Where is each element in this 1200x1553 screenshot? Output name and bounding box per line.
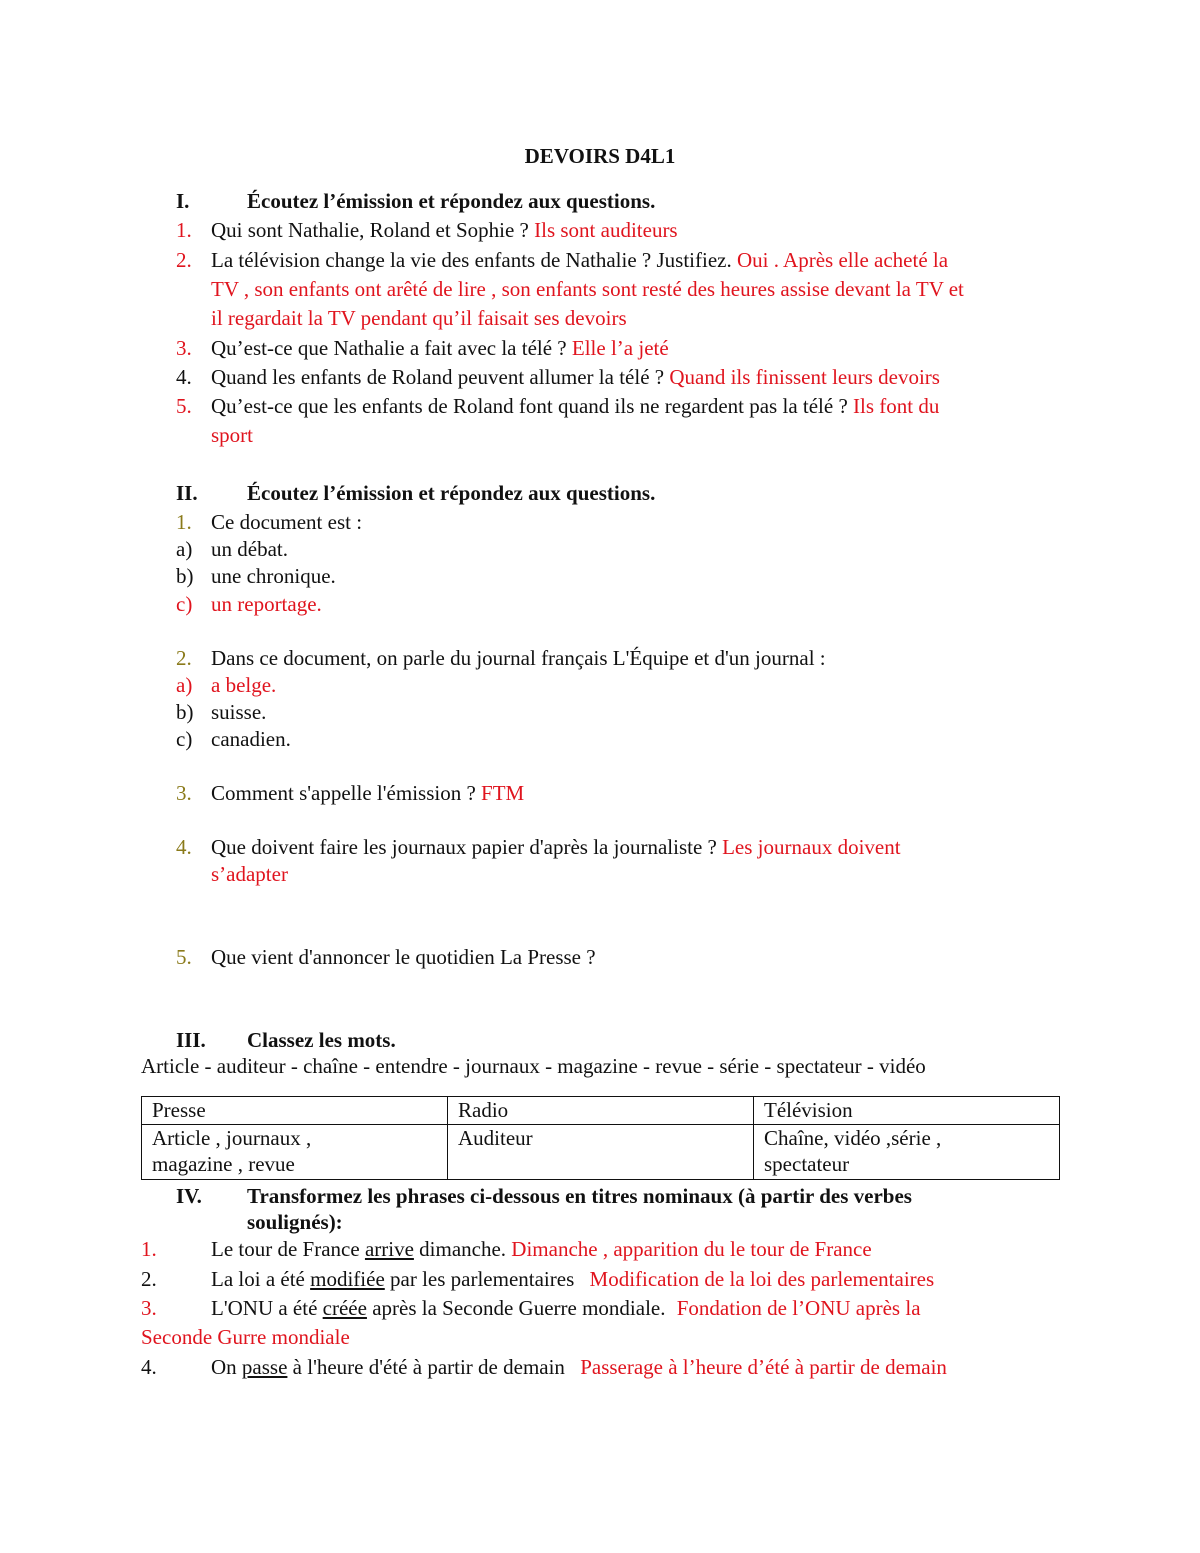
s1-q2 <box>211 246 948 275</box>
sentence-end: après la Seconde Guerre mondiale. <box>366 1296 666 1320</box>
answer-text: Dimanche , apparition du le tour de France <box>511 1237 872 1261</box>
s2-q2-number: 2. <box>176 646 192 670</box>
underlined-verb: modifiée <box>310 1267 385 1291</box>
sentence-start: La loi a été <box>211 1267 311 1291</box>
question-text: Qu’est-ce que Nathalie a fait avec la télé ? <box>211 336 567 360</box>
underlined-verb: passe <box>241 1355 288 1379</box>
s2-q1-option-c: un reportage. <box>211 592 322 616</box>
s4-item-4-number: 4. <box>141 1355 157 1379</box>
s1-q4 <box>211 363 940 392</box>
table-header-row <box>142 1097 1060 1125</box>
sentence-start: L'ONU a été <box>211 1296 323 1320</box>
s2-q2-option-a: a belge. <box>211 673 277 697</box>
cell-presse <box>142 1125 448 1180</box>
s2-q3-number: 3. <box>176 781 192 805</box>
s4-item-4 <box>211 1353 947 1382</box>
s2-q5-number: 5. <box>176 945 192 969</box>
section-1-numeral: I. <box>176 189 190 213</box>
answer-text: Oui . Après elle acheté la <box>736 248 949 272</box>
s2-q2-question: Dans ce document, on parle du journal français L'Équipe et d'un journal : <box>211 646 826 670</box>
cell-line: Chaîne, vidéo ,série , <box>764 1126 942 1150</box>
s2-q1-option-b: une chronique. <box>211 564 336 588</box>
question-text: Comment s'appelle l'émission ? <box>211 781 476 805</box>
s2-q2-option-c-letter: c) <box>176 727 193 751</box>
s4-item-1 <box>211 1235 872 1264</box>
s1-q5 <box>211 392 939 421</box>
answer-text: Passerage à l’heure d’été à partir de demain <box>580 1355 947 1379</box>
s2-q1-option-a-letter: a) <box>176 537 193 561</box>
s1-q3-number: 3. <box>176 336 192 360</box>
section-3-heading: Classez les mots. <box>247 1028 396 1052</box>
s2-q4-number: 4. <box>176 835 192 859</box>
document-title: DEVOIRS D4L1 <box>524 144 676 168</box>
s2-q1-option-c-letter: c) <box>176 592 193 616</box>
s2-q2-option-a-letter: a) <box>176 673 193 697</box>
section-2-numeral: II. <box>176 481 198 505</box>
answer-text: Modification de la loi des parlementaires <box>589 1267 935 1291</box>
question-text: Qu’est-ce que les enfants de Roland font quand ils ne regardent pas la télé ? <box>211 394 848 418</box>
sentence-start: Le tour de France <box>211 1237 365 1261</box>
question-text: Que doivent faire les journaux papier d'après la journaliste ? <box>211 835 717 859</box>
sentence-start: On <box>211 1355 242 1379</box>
answer-text: FTM <box>481 781 525 805</box>
word-list: Article - auditeur - chaîne - entendre - journaux - magazine - revue - série - spectateur - vidéo <box>141 1054 926 1078</box>
s2-q5-question: Que vient d'annoncer le quotidien La Presse ? <box>211 945 596 969</box>
s2-q4-answer-line-2: s’adapter <box>211 862 288 886</box>
section-3-numeral: III. <box>176 1028 206 1052</box>
cell-television <box>754 1125 1060 1180</box>
section-1-heading: Écoutez l’émission et répondez aux questions. <box>247 189 656 213</box>
cell-radio <box>448 1125 754 1180</box>
cell-line: magazine , revue <box>152 1152 295 1176</box>
cell-line: spectateur <box>764 1152 850 1176</box>
answer-text: Ils font du <box>853 394 940 418</box>
sentence-end: à l'heure d'été à partir de demain <box>287 1355 565 1379</box>
section-4-heading-line-1: Transformez les phrases ci-dessous en titres nominaux (à partir des verbes <box>247 1184 912 1208</box>
cell-line: Article , journaux , <box>152 1126 312 1150</box>
s1-q5-number: 5. <box>176 394 192 418</box>
s4-item-3-answer-line-2: Seconde Gurre mondiale <box>141 1325 350 1349</box>
s1-q4-number: 4. <box>176 365 192 389</box>
s1-q5-answer-line-2: sport <box>211 423 253 447</box>
header-presse: Presse <box>142 1097 448 1125</box>
section-4-heading-line-2: soulignés): <box>247 1210 343 1234</box>
answer-text: Quand ils finissent leurs devoirs <box>669 365 940 389</box>
s1-q3 <box>211 334 669 363</box>
sentence-end: dimanche. <box>413 1237 507 1261</box>
s4-item-2 <box>211 1265 934 1294</box>
s1-q1-number: 1. <box>176 218 192 242</box>
answer-text: Elle l’a jeté <box>571 336 669 360</box>
s4-item-2-number: 2. <box>141 1267 157 1291</box>
answer-text: Fondation de l’ONU après la <box>676 1296 921 1320</box>
section-4-numeral: IV. <box>176 1184 202 1208</box>
question-text: Quand les enfants de Roland peuvent allumer la télé ? <box>211 365 665 389</box>
classification-table <box>141 1096 1060 1180</box>
s1-q2-number: 2. <box>176 248 192 272</box>
section-2-heading: Écoutez l’émission et répondez aux questions. <box>247 481 656 505</box>
header-television: Télévision <box>754 1097 1060 1125</box>
s2-q1-option-a: un débat. <box>211 537 288 561</box>
underlined-verb: créée <box>322 1296 367 1320</box>
question-text: Qui sont Nathalie, Roland et Sophie ? <box>211 218 529 242</box>
s2-q4 <box>211 833 901 862</box>
question-text: La télévision change la vie des enfants de Nathalie ? Justifiez. <box>211 248 732 272</box>
underlined-verb: arrive <box>364 1237 414 1261</box>
s1-q2-answer-line-2: TV , son enfants ont arêté de lire , son enfants sont resté des heures assise devant la TV et <box>211 277 964 301</box>
s4-item-3 <box>211 1294 921 1323</box>
s2-q1-number: 1. <box>176 510 192 534</box>
cell-line: Auditeur <box>458 1126 533 1150</box>
answer-text: Ils sont auditeurs <box>534 218 678 242</box>
s2-q2-option-b-letter: b) <box>176 700 194 724</box>
s2-q3 <box>211 779 524 808</box>
s2-q2-option-b: suisse. <box>211 700 267 724</box>
table-row <box>142 1125 1060 1180</box>
sentence-end: par les parlementaires <box>384 1267 575 1291</box>
s2-q2-option-c: canadien. <box>211 727 291 751</box>
s1-q2-answer-line-3: il regardait la TV pendant qu’il faisait ses devoirs <box>211 306 627 330</box>
s2-q1-question: Ce document est : <box>211 510 363 534</box>
s1-q1 <box>211 216 678 245</box>
answer-text: Les journaux doivent <box>722 835 901 859</box>
s2-q1-option-b-letter: b) <box>176 564 194 588</box>
s4-item-3-number: 3. <box>141 1296 157 1320</box>
header-radio: Radio <box>448 1097 754 1125</box>
s4-item-1-number: 1. <box>141 1237 157 1261</box>
